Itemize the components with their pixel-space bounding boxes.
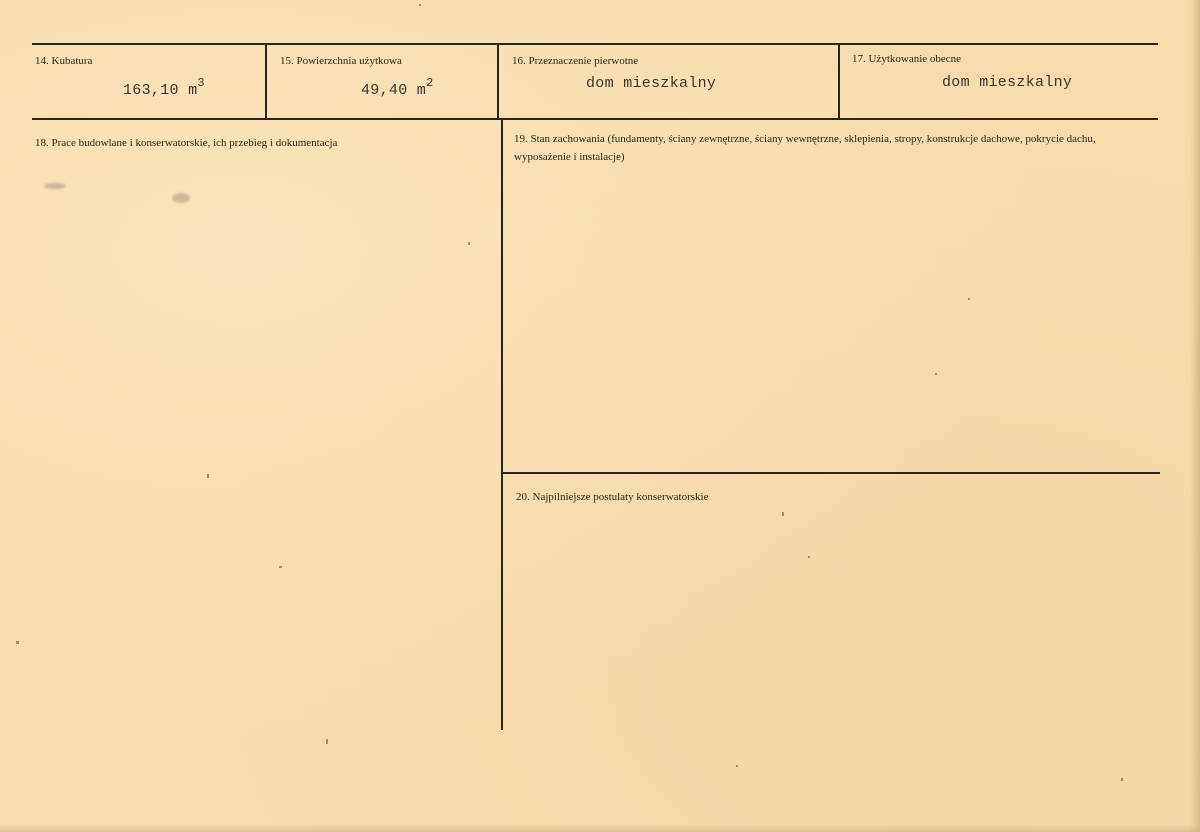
field-18-label: 18. Prace budowlane i konserwatorskie, ich przebieg i dokumentacja [35, 137, 338, 149]
field-14-number: 163,10 m [123, 82, 198, 99]
field-16-label: 16. Przeznaczenie pierwotne [512, 55, 639, 67]
field-15-label: 15. Powierzchnia użytkowa [280, 55, 402, 67]
field-15-value [361, 78, 434, 99]
divider-15-16 [497, 44, 499, 119]
paper-speck [468, 242, 470, 245]
divider-18-19 [501, 119, 503, 730]
field-15-unit-exponent: 2 [426, 76, 434, 90]
field-14-label: 14. Kubatura [35, 55, 93, 67]
paper-speck [16, 641, 19, 644]
top-rule [32, 43, 1158, 45]
paper-speck [968, 298, 970, 300]
paper-speck [808, 556, 810, 558]
paper-speck [326, 739, 328, 744]
field-14-unit-exponent: 3 [197, 76, 205, 90]
paper-speck [935, 373, 937, 375]
paper-smudge [172, 193, 190, 203]
header-row-bottom-rule [32, 118, 1158, 120]
field-15-number: 49,40 m [361, 82, 427, 99]
divider-14-15 [265, 44, 267, 119]
paper-edge-shadow-bottom [0, 824, 1200, 832]
paper-smudge [44, 183, 66, 189]
field-16-value: dom mieszkalny [586, 75, 717, 92]
field-17-value: dom mieszkalny [942, 74, 1073, 91]
paper-speck [782, 512, 784, 516]
paper-speck [1121, 778, 1123, 781]
field-14-value [123, 78, 205, 99]
paper-speck [419, 4, 421, 6]
paper-speck [207, 474, 209, 478]
field-20-label: 20. Najpilniejsze postulaty konserwatorskie [516, 491, 709, 503]
divider-19-20 [502, 472, 1160, 474]
field-19-label: 19. Stan zachowania (fundamenty, ściany zewnętrzne, ściany wewnętrzne, sklepienia, stropy, konstrukcje dachowe, pokrycie dachu, wyposażenie i instalacje) [514, 133, 1096, 163]
paper-speck [279, 566, 282, 568]
paper-edge-shadow-right [1190, 0, 1200, 832]
divider-16-17 [838, 44, 840, 119]
field-17-label: 17. Użytkowanie obecne [852, 53, 962, 65]
paper-speck [736, 765, 738, 767]
